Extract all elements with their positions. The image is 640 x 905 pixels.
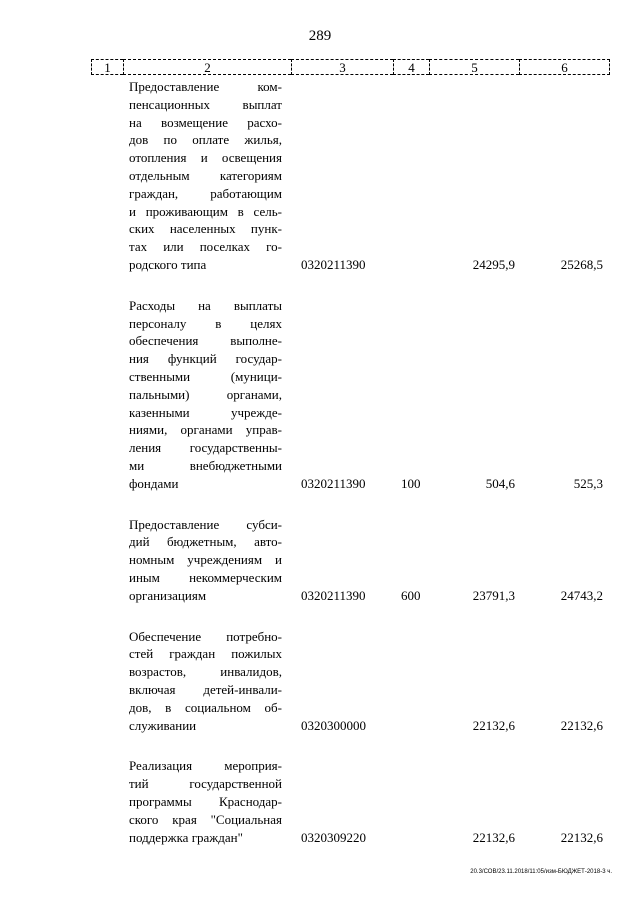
description-line: включая детей-инвали-	[129, 681, 282, 697]
row-description	[129, 757, 282, 846]
description-line: фондами	[129, 475, 179, 491]
row-value-2018: 23791,3	[472, 587, 515, 603]
description-line: ского края "Социальная	[129, 811, 282, 827]
description-line: отопления и освещения	[129, 150, 282, 166]
description-line: иным некоммерческим	[129, 569, 282, 585]
description-line: пенсационных выплат	[129, 96, 282, 112]
description-line: тий государственной	[129, 776, 282, 792]
row-value-2018: 22132,6	[472, 717, 515, 733]
row-code: 0320300000	[301, 717, 366, 733]
description-line: поддержка граждан"	[129, 829, 243, 845]
table-row	[0, 628, 640, 735]
description-line: на возмещение расхо-	[129, 114, 282, 130]
description-line: Расходы на выплаты	[129, 297, 282, 313]
row-value-2019: 525,3	[573, 475, 603, 491]
description-line: казенными учрежде-	[129, 404, 282, 420]
row-code: 0320211390	[301, 587, 366, 603]
description-line: ских населенных пунк-	[129, 221, 282, 237]
table-row	[0, 516, 640, 605]
description-line: ния функций государ-	[129, 351, 282, 367]
row-description	[129, 628, 282, 735]
description-line: организациям	[129, 587, 207, 603]
header-col-4: 4	[393, 59, 429, 75]
header-col-6: 6	[519, 59, 610, 75]
row-expense-type: 100	[401, 475, 421, 491]
description-line: программы Краснодар-	[129, 793, 282, 809]
description-line: номным учреждениям и	[129, 552, 282, 568]
description-line: родского типа	[129, 256, 207, 272]
row-description	[129, 297, 282, 493]
row-value-2019: 24743,2	[560, 587, 603, 603]
page-number: 289	[308, 28, 332, 44]
table-row	[0, 78, 640, 274]
description-line: тах или поселках го-	[129, 239, 282, 255]
table-header	[91, 59, 610, 75]
table-row	[0, 757, 640, 846]
description-line: Обеспечение потребно-	[129, 628, 282, 644]
description-line: дов, в социальном об-	[129, 699, 282, 715]
row-expense-type: 600	[401, 587, 421, 603]
description-line: персоналу в целях	[129, 315, 282, 331]
row-description	[129, 78, 282, 274]
header-col-5: 5	[429, 59, 519, 75]
description-line: Реализация мероприя-	[129, 758, 282, 774]
description-line: дов по оплате жилья,	[129, 132, 282, 148]
description-line: Предоставление ком-	[129, 79, 282, 94]
description-line: ниями, органами управ-	[129, 422, 282, 438]
row-value-2018: 24295,9	[472, 257, 515, 272]
row-value-2018: 504,6	[485, 475, 515, 491]
header-col-3: 3	[291, 59, 393, 75]
row-value-2019: 22132,6	[560, 829, 603, 845]
description-line: и проживающим в сель-	[129, 203, 282, 219]
description-line: граждан, работающим	[129, 185, 282, 201]
description-line: отдельным категориям	[129, 167, 282, 183]
table-row	[0, 297, 640, 493]
header-col-1: 1	[91, 59, 123, 75]
row-code: 0320211390	[301, 475, 366, 491]
header-col-2: 2	[123, 59, 291, 75]
description-line: стей граждан пожилых	[129, 646, 282, 662]
description-line: пальными) органами,	[129, 386, 282, 402]
footer-note: 20.3/СОВ/23.11.2018/11:05/изм-БЮДЖЕТ-2018-3 ч.	[470, 869, 612, 875]
row-code: 0320211390	[301, 257, 366, 272]
description-line: возрастов, инвалидов,	[129, 664, 282, 680]
row-code: 0320309220	[301, 829, 366, 845]
row-value-2019: 22132,6	[560, 717, 603, 733]
row-value-2019: 25268,5	[560, 257, 603, 272]
row-description	[129, 516, 282, 605]
description-line: Предоставление субси-	[129, 516, 282, 532]
description-line: служивании	[129, 717, 197, 733]
description-line: обеспечения выполне-	[129, 333, 282, 349]
description-line: ственными (муници-	[129, 368, 282, 384]
row-value-2018: 22132,6	[472, 829, 515, 845]
description-line: ления государственны-	[129, 440, 282, 456]
description-line: дий бюджетным, авто-	[129, 534, 282, 550]
description-line: ми внебюджетными	[129, 457, 282, 473]
